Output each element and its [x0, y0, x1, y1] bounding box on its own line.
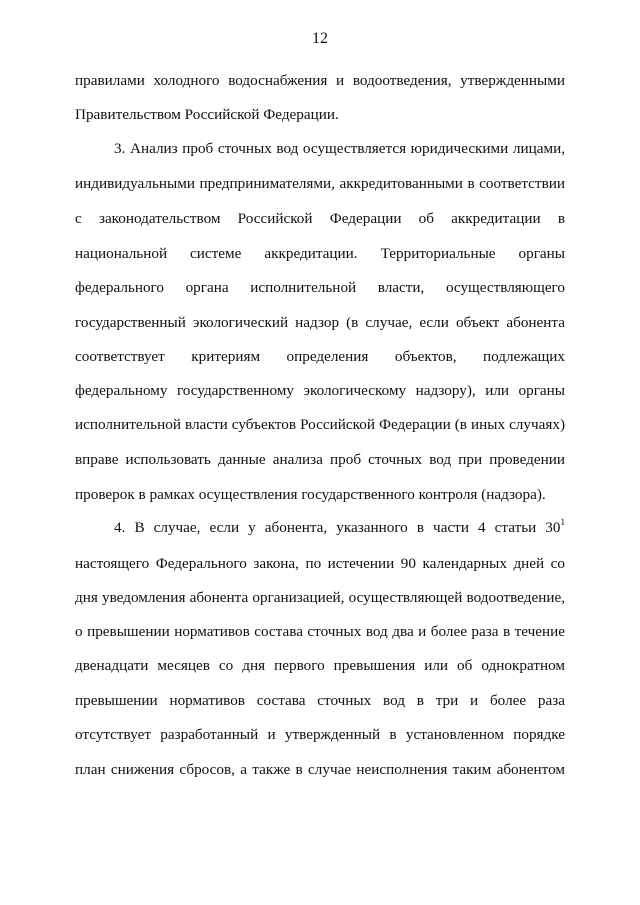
text-line: проверок в рамках осуществления государственного контроля (надзора). — [75, 486, 546, 503]
text-line: план снижения сбросов, а также в случае неисполнения таким абонентом — [75, 761, 565, 778]
paragraph-3-start: 3. Анализ проб сточных вод осуществляется юридическими лицами, — [114, 140, 565, 157]
text-line: правилами холодного водоснабжения и водоотведения, утвержденными — [75, 72, 565, 89]
text-line: дня уведомления абонента организацией, осуществляющей водоотведение, — [75, 589, 565, 606]
text-line: национальной системе аккредитации. Территориальные органы — [75, 245, 565, 262]
text-line: федеральному государственному экологическому надзору), или органы — [75, 382, 565, 399]
superscript: 1 — [560, 517, 565, 527]
text-line: вправе использовать данные анализа проб сточных вод при проведении — [75, 451, 565, 468]
text-line: 4. В случае, если у абонента, указанного в части 4 статьи 30 — [114, 519, 561, 536]
page-number: 12 — [312, 30, 328, 47]
text-line: о превышении нормативов состава сточных вод два и более раза в течение — [75, 623, 565, 640]
text-line: двенадцати месяцев со дня первого превышения или об однократном — [75, 657, 565, 674]
text-line: соответствует критериям определения объектов, подлежащих — [75, 348, 565, 365]
text-line: настоящего Федерального закона, по истечении 90 календарных дней со — [75, 555, 565, 572]
text-line: превышении нормативов состава сточных вод в три и более раза — [75, 692, 565, 709]
text-line: Правительством Российской Федерации. — [75, 106, 339, 123]
text-line: государственный экологический надзор (в случае, если объект абонента — [75, 314, 565, 331]
text-line: отсутствует разработанный и утвержденный в установленном порядке — [75, 726, 565, 743]
paragraph-4-start — [114, 518, 565, 538]
text-line: с законодательством Российской Федерации об аккредитации в — [75, 210, 565, 227]
text-line: индивидуальными предпринимателями, аккредитованными в соответствии — [75, 175, 565, 192]
text-line: исполнительной власти субъектов Российской Федерации (в иных случаях) — [75, 416, 565, 433]
text-line: федерального органа исполнительной власти, осуществляющего — [75, 279, 565, 296]
